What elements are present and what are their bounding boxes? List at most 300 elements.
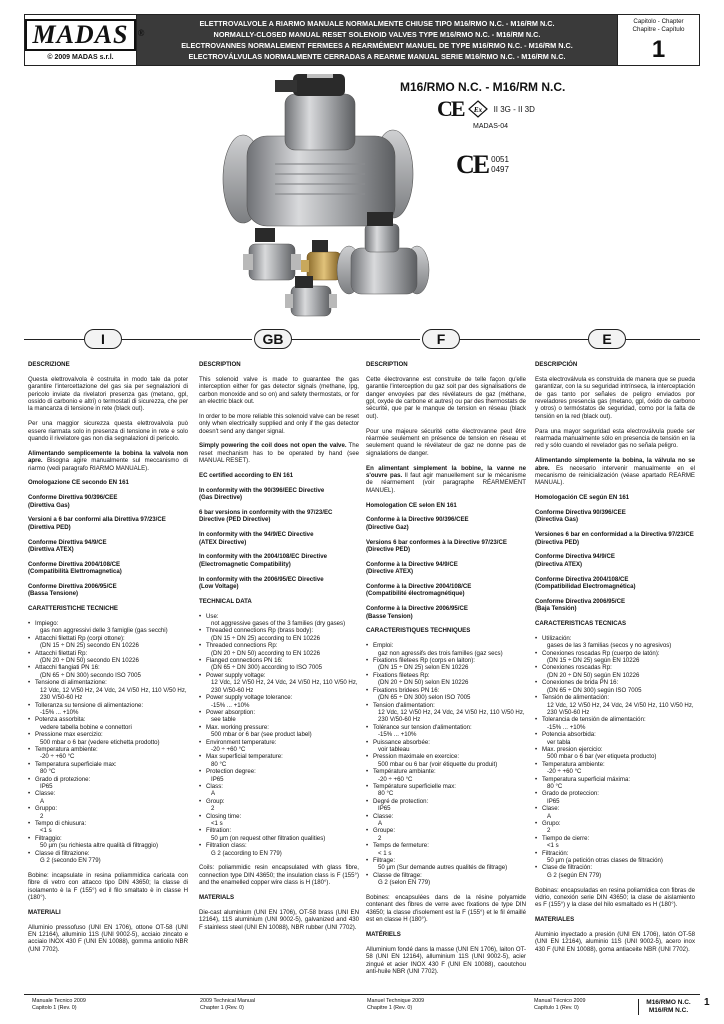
spec-item	[199, 642, 359, 657]
spec-label: Max superficial temperature:	[206, 753, 283, 761]
directive-conformity	[366, 561, 526, 576]
spec-label: Clase:	[542, 805, 560, 813]
spec-item	[199, 672, 359, 694]
spec-item	[535, 790, 695, 805]
spec-value: 50 µm (a petición otras clases de filtración)	[547, 857, 663, 865]
spec-item	[535, 805, 695, 820]
spec-value: not aggressive gases of the 3 families (dry gases)	[211, 620, 346, 628]
directive-conformity	[535, 509, 695, 524]
certification-row-1	[437, 96, 535, 122]
spec-label: Température superficielle max:	[373, 782, 456, 790]
title-it: ELETTROVALVOLE A RIARMO MANUALE NORMALMENTE CHIUSE TIPO M16/RMO N.C. - M16/RM N.C.	[199, 19, 555, 28]
spec-value: G 2 (according to EN 779)	[211, 849, 282, 857]
directive-name: Conforme à la Directive 2004/108/CE	[366, 583, 472, 591]
spec-value: (DN 65 ÷ DN 300) según ISO 7005	[547, 686, 642, 694]
materials-paragraph: Alluminio pressofuso (UNI EN 1706), ottone OT-58 (UNI EN 12164), alluminio 11S (UNI 9002-5), acciaio zincato e acciaio INOX 430 F (UNI EN 10088), gomma antiolio NBR (UNI 7702).	[28, 923, 188, 953]
directive-subtitle: (Directiva ATEX)	[535, 560, 583, 568]
directive-subtitle: (ATEX Directive)	[199, 538, 247, 546]
footer-model-2: M16/RM N.C.	[648, 1007, 689, 1014]
lang-badge-es: E	[588, 329, 626, 349]
footer-gb-line1: 2009 Technical Manual	[200, 998, 256, 1004]
materials-paragraph: Alluminium fondé dans la masse (UNI EN 1706), laiton OT-58 (UNI EN 12164), alluminium 11S (UNI 9002-5), acier zingué et acier INOX 430 F (UNI EN 10088), caoutchou anti-huile NBR (UNI 7702).	[366, 945, 526, 976]
spec-label: Tensione di alimentazione:	[35, 679, 107, 687]
section-heading-materials: MATÉRIELS	[366, 931, 401, 939]
spec-value: (DN 15 ÷ DN 25) secondo EN 10226	[40, 642, 139, 650]
spec-label: Power supply voltage tolerance:	[206, 694, 293, 702]
spec-item	[366, 739, 526, 754]
spec-value: 2	[547, 827, 551, 835]
manual-reset-note-text: Il faut agir manuellement sur le mécanisme de réarmement (voir paragraphe RÉARMEMENT MANUEL).	[366, 472, 526, 494]
spec-item	[366, 813, 526, 828]
directive-conformity	[366, 583, 526, 598]
spec-value: (DN 65 ÷ DN 300) according to ISO 7005	[211, 664, 323, 672]
spec-value: (DN 65 ÷ DN 300) selon ISO 7005	[378, 694, 471, 702]
ex-atex-icon	[468, 100, 488, 118]
spec-value: 500 mbar or 6 bar (see product label)	[211, 731, 312, 739]
spec-label: Tension d'alimentation:	[373, 701, 435, 709]
spec-value: A	[211, 790, 216, 798]
chapter-label	[633, 18, 685, 34]
section-heading-technical: CARACTERISTIQUES TECHNIQUES	[366, 627, 471, 635]
spec-label: Utilización:	[542, 634, 572, 642]
directive-name: Conforme Directiva 90/396/CEE	[535, 509, 626, 517]
directive-subtitle: (Electromagnetic Compatibility)	[199, 560, 291, 568]
spec-value: 2	[378, 834, 382, 842]
spec-label: Temperatura ambiente:	[542, 760, 605, 768]
chapter-number: 1	[651, 36, 666, 63]
directive-conformity	[199, 531, 359, 546]
directive-conformity	[366, 539, 526, 554]
ec-certification-heading: Omologazione CE secondo EN 161	[28, 479, 129, 487]
spec-value: (DN 15 ÷ DN 25) selon EN 10226	[378, 664, 469, 672]
manual-reset-note-bold: Alimentando simplemente la bobina, la válvula no se abre.	[535, 457, 695, 472]
spec-value: 80 °C	[40, 768, 56, 776]
column-italian	[28, 361, 188, 961]
madas-logo	[25, 19, 146, 51]
spec-label: Tolérance sur tension d'alimentation:	[373, 723, 472, 731]
spec-label: Pression maximale en exercice:	[373, 753, 460, 761]
spec-item	[199, 739, 359, 754]
coils-paragraph: Coils: poliammidic resin encapsulated with glass fibre, connection type DIN 43650; the insulation class is F (155°) and the enamelled copper wire class is H (180°).	[199, 864, 359, 887]
directive-conformity	[535, 531, 695, 546]
spec-item	[28, 746, 188, 761]
spec-value: (DN 20 ÷ DN 50) según EN 10226	[547, 671, 640, 679]
directive-name: Conforme Directiva 2006/95/CE	[535, 597, 626, 605]
spec-value: -20 ÷ +60 °C	[40, 753, 75, 761]
spec-label: Max. presion ejercicio:	[542, 745, 603, 753]
valve-product-image	[215, 74, 440, 322]
spec-item	[535, 746, 695, 761]
spec-value: 500 mbar o 6 bar (ver etiqueta producto)	[547, 753, 657, 761]
footer-gb	[200, 998, 255, 1011]
description-paragraph: This solenoid valve is made to guarantee the gas interception either for gas detector signals (methane, lpg, carbon monoxide and so on) and safety thermostats, or for an electric black out.	[199, 375, 359, 406]
directive-name: Conforme Directiva 2004/108/CE	[535, 575, 629, 583]
spec-value: voir tableau	[378, 745, 410, 753]
spec-item	[366, 798, 526, 813]
spec-item	[28, 776, 188, 791]
reset-paragraph: Pour une majeure sécurité cette électrovanne peut être réarmée seulement en présence de tension en réseau et seulement quand le révélateur de gaz ne donne pas de signalations de danger.	[366, 427, 526, 457]
spec-value: 80 °C	[211, 760, 227, 768]
spec-label: Filtraggio:	[35, 834, 62, 842]
spec-label: Pressione max esercizio:	[35, 731, 103, 739]
spec-label: Grupo:	[542, 820, 561, 828]
column-french	[366, 361, 526, 983]
directive-conformity	[28, 494, 188, 509]
spec-label: Classe:	[373, 812, 394, 820]
spec-value: gases de las 3 familias (secos y no agresivos)	[547, 642, 672, 650]
spec-item	[535, 635, 695, 650]
manual-reset-note-bold: Alimentando semplicemente la bobina la valvola non apre.	[28, 449, 188, 465]
technical-specs-list	[28, 620, 188, 864]
directive-conformity	[535, 598, 695, 613]
spec-value: G 2 (selon EN 779)	[378, 879, 431, 887]
page-number: 1	[704, 997, 710, 1008]
notified-body-codes	[491, 155, 509, 175]
spec-value: G 2 (secondo EN 779)	[40, 857, 101, 865]
directive-subtitle: (Direttiva Gas)	[28, 501, 70, 509]
manual-reset-note	[28, 450, 188, 472]
spec-value: 500 mbar ou 6 bar (voir étiquette du produit)	[378, 760, 498, 768]
spec-item	[366, 672, 526, 687]
spec-item	[535, 835, 695, 850]
logo-box	[25, 15, 146, 65]
lang-badge-it: I	[84, 329, 122, 349]
section-heading-technical: CARACTERISTICAS TECNICAS	[535, 620, 627, 628]
spec-item	[199, 694, 359, 709]
directive-subtitle: (Low Voltage)	[199, 583, 239, 591]
spec-value: IP65	[378, 805, 391, 813]
title-fr: ELECTROVANNES NORMALEMENT FERMEES A REARMÉMENT MANUEL DE TYPE M16/RMO N.C. - M16/RM N.C.	[181, 41, 573, 50]
lang-divider	[122, 339, 252, 340]
directive-name: In conformity with the 90/396/EEC Directive	[199, 486, 325, 494]
spec-item	[535, 850, 695, 865]
directive-name: In conformity with the 94/9/EC Directive	[199, 531, 314, 539]
spec-item	[199, 842, 359, 857]
spec-item	[28, 620, 188, 635]
spec-value: G 2 (según EN 779)	[547, 871, 602, 879]
footer-model	[638, 999, 698, 1015]
directive-conformity	[28, 539, 188, 554]
spec-value: <1 s	[40, 827, 52, 835]
spec-item	[535, 650, 695, 665]
technical-specs-list	[366, 642, 526, 886]
spec-label: Attacchi flangiati PN 16:	[35, 664, 100, 672]
footer-it-line1: Manuale Tecnico 2009	[32, 998, 86, 1004]
manual-reset-note-text: Es necesario intervenir manualmente en el mecanismo de reinicialización (véase apartado REARME MANUAL).	[535, 464, 695, 487]
spec-label: Tolleranza su tensione di alimentazione:	[35, 701, 144, 709]
manual-reset-note-bold: Simply powering the coil does not open the valve.	[199, 442, 347, 450]
spec-label: Attacchi filettati Rp (corpi ottone):	[35, 634, 125, 642]
spec-label: Closing time:	[206, 812, 242, 820]
spec-item	[28, 835, 188, 850]
notified-body-code-1: 0051	[491, 155, 509, 164]
directive-subtitle: (Baja Tensión)	[535, 605, 577, 613]
spec-item	[199, 709, 359, 724]
spec-value: 2	[211, 805, 215, 813]
spec-item	[199, 768, 359, 783]
section-heading-technical: CARATTERISTICHE TECNICHE	[28, 605, 118, 613]
registered-mark: ®	[137, 28, 146, 38]
description-paragraph: Questa elettrovalvola è costruita in modo tale da poter garantire l'intercettazione del gas sia per segnalazioni di pericolo inviate da rivelatori presenza gas (metano, gpl, ossido di carbonio e altri) o termostati di sicurezza, che per la mancanza di tensione in rete (black out).	[28, 375, 188, 413]
spec-item	[535, 716, 695, 731]
spec-label: Temperatura ambiente:	[35, 745, 98, 753]
footer-es-line1: Manual Técnico 2009	[534, 998, 586, 1004]
directive-name: In conformity with the 2006/95/EC Directive	[199, 575, 324, 583]
spec-value: (DN 15 ÷ DN 25) según EN 10226	[547, 657, 640, 665]
spec-item	[28, 702, 188, 717]
spec-item	[366, 827, 526, 842]
spec-label: Classe:	[35, 790, 56, 798]
ec-certification-heading: EC certified according to EN 161	[199, 472, 294, 480]
spec-value: <1 s	[211, 820, 223, 828]
spec-item	[366, 872, 526, 887]
ec-certification-heading: Homologation CE selon EN 161	[366, 501, 457, 509]
spec-value: -15% ... +10%	[211, 701, 250, 709]
column-spanish	[535, 361, 695, 961]
spec-value: gas non aggressivi delle 3 famiglie (gas secchi)	[40, 627, 168, 635]
spec-value: 80 °C	[378, 790, 394, 798]
manual-reset-note-bold: En alimentant simplement la bobine, la vanne ne s'ouvre pas.	[366, 464, 526, 480]
spec-item	[199, 827, 359, 842]
spec-label: Grado di protezione:	[35, 775, 91, 783]
spec-value: 500 mbar o 6 bar (vedere etichetta prodotto)	[40, 738, 160, 746]
chapter-box	[617, 15, 699, 65]
spec-value: -20 ÷ +60 °C	[378, 775, 413, 783]
spec-label: Conexiones roscadas Rp:	[542, 664, 612, 672]
spec-label: Clase de filtración:	[542, 864, 593, 872]
spec-label: Tolerancia de tensión de alimentación:	[542, 716, 646, 724]
technical-specs-list	[535, 635, 695, 879]
spec-value: 12 Vdc, 12 V/50 Hz, 24 Vdc, 24 V/50 Hz, 110 V/50 Hz, 230 V/50-60 Hz	[211, 679, 358, 694]
spec-label: Degré de protection:	[373, 797, 429, 805]
spec-item	[199, 657, 359, 672]
spec-item	[366, 753, 526, 768]
chapter-label-2: Chapitre - Capítulo	[632, 26, 685, 33]
spec-item	[199, 724, 359, 739]
spec-label: Temps de fermeture:	[373, 842, 429, 850]
spec-label: Filtración:	[542, 849, 569, 857]
spec-item	[366, 842, 526, 857]
spec-label: Threaded connections Rp (brass body):	[206, 627, 314, 635]
section-heading-description: DESCRIPCIÓN	[535, 361, 578, 368]
directive-conformity	[199, 553, 359, 568]
directive-name: Versiones 6 bar en conformidad a la Directiva 97/23/CE (Directiva PED)	[535, 531, 694, 546]
footer-model-1: M16/RMO N.C.	[646, 999, 691, 1006]
directive-subtitle: (Direttiva ATEX)	[28, 546, 74, 554]
spec-item	[535, 761, 695, 776]
directive-conformity	[366, 605, 526, 620]
spec-value: ver tabla	[547, 738, 571, 746]
title-gb: NORMALLY-CLOSED MANUAL RESET SOLENOID VALVES TYPE M16/RMO N.C. - M16/RM N.C.	[213, 30, 541, 39]
spec-value: 80 °C	[547, 782, 563, 790]
spec-item	[28, 679, 188, 701]
spec-item	[366, 724, 526, 739]
spec-value: A	[40, 797, 45, 805]
directive-subtitle: (Compatibilidad Electromagnética)	[535, 583, 636, 591]
spec-item	[535, 731, 695, 746]
column-english	[199, 361, 359, 938]
spec-item	[28, 664, 188, 679]
section-heading-materials: MATERIALS	[199, 894, 235, 902]
directive-conformity	[535, 576, 695, 591]
spec-label: Max. working pressure:	[206, 723, 269, 731]
manual-reset-note-text: The reset mechanism has to be operated by hand (see MANUAL RESET).	[199, 442, 359, 465]
spec-value: -15% ... +10%	[378, 731, 417, 739]
directive-name: Conforme Direttiva 94/9/CE	[28, 538, 107, 546]
spec-item	[366, 657, 526, 672]
spec-item	[28, 850, 188, 865]
spec-label: Fixations filetees Rp:	[373, 671, 430, 679]
copyright: © 2009 MADAS s.r.l.	[47, 54, 114, 61]
directive-name: Conforme Directiva 94/9/CE	[535, 553, 615, 561]
directive-conformity	[199, 487, 359, 502]
spec-value: -20 ÷ +60 °C	[211, 745, 246, 753]
directive-name: Conforme Direttiva 90/396/CEE	[28, 494, 118, 502]
materials-paragraph: Aluminio inyectado a presión (UNI EN 1706), latón OT-58 (UNI EN 12164), aluminio 11S (UNI 9002-5), acero inox 430 F (UNI EN 10088), goma antiaceite NBR (UNI 7702).	[535, 931, 695, 953]
spec-label: Classe di filtrazione:	[35, 849, 90, 857]
section-heading-materials: MATERIALI	[28, 908, 61, 916]
coils-paragraph: Bobines: encapsulées dans de la résine polyamide contenant des fibres de verre avec fixations de type DIN 43650; la classe d'isolement est la F (155°) et le fil émaillé est en classe H (180°).	[366, 894, 526, 924]
spec-value: gaz non agressifs des trois familles (gaz secs)	[378, 649, 503, 657]
spec-value: 12 Vdc, 12 V/50 Hz, 24 Vdc, 24 V/50 Hz, 110 V/50 Hz, 230 V/50-60 Hz	[547, 701, 694, 716]
spec-value: <1 s	[547, 842, 559, 850]
spec-item	[28, 731, 188, 746]
directive-subtitle: (Directiva Gas)	[535, 516, 579, 524]
lang-divider	[626, 339, 700, 340]
lang-badge-gb: GB	[254, 329, 292, 349]
spec-item	[366, 687, 526, 702]
spec-label: Threaded connections Rp:	[206, 642, 278, 650]
spec-item	[366, 642, 526, 657]
spec-item	[535, 664, 695, 679]
spec-label: Conexiones de brida PN 16:	[542, 679, 619, 687]
spec-value: vedere tabella bobine e connettori	[40, 723, 132, 731]
directive-conformity	[199, 509, 359, 524]
spec-label: Environment temperature:	[206, 738, 277, 746]
spec-value: A	[547, 812, 552, 820]
section-heading-materials: MATERIALES	[535, 916, 575, 924]
description-paragraph: Esta electroválvula es construida de manera que se pueda garantizar, con la su seguridad intrínseca, la interceptación de gas tanto por señales de peligro enviados por reveladores presencia gas (metano, gpl, óxido de carbono y otros) o termóstatos de seguridad, como por la falta de tensión en la red (black out).	[535, 375, 695, 420]
spec-label: Filtration class:	[206, 842, 247, 850]
directive-name: Conforme Direttiva 2006/95/CE	[28, 583, 117, 591]
spec-value: (DN 20 ÷ DN 50) according to EN 10226	[211, 649, 321, 657]
spec-label: Temperatura superficiale max:	[35, 760, 117, 768]
spec-label: Emploi:	[373, 642, 394, 650]
spec-label: Tensión de alimentación:	[542, 694, 610, 702]
spec-label: Fixations bridees PN 16:	[373, 686, 440, 694]
directive-name: 6 bar versions in conformity with the 97/23/EC Directive (PED Directive)	[199, 509, 333, 524]
spec-label: Conexiones roscadas Rp (cuerpo de latón):	[542, 649, 660, 657]
spec-value: -15% ... +10%	[547, 723, 586, 731]
spec-item	[28, 650, 188, 665]
spec-label: Potencia absorbida:	[542, 731, 596, 739]
spec-item	[366, 702, 526, 724]
spec-value: 12 Vdc, 12 V/50 Hz, 24 Vdc, 24 V/50 Hz, 110 V/50 Hz, 230 V/50-60 Hz	[40, 686, 187, 702]
spec-label: Filtrage:	[373, 857, 396, 865]
footer-it	[32, 998, 86, 1011]
spec-item	[28, 790, 188, 805]
spec-label: Protection degree:	[206, 768, 256, 776]
directive-conformity	[366, 516, 526, 531]
manual-reset-note-text: Bisogna agire manualmente sul meccanismo di riarmo (vedi paragrafo RIARMO MANUALE).	[28, 457, 188, 472]
reset-paragraph: In order to be more reliable this solenoid valve can be reset only when electrically supplied and only if the gas detector doesn't send any danger signal.	[199, 412, 359, 435]
section-heading-description: DESCRIPTION	[366, 361, 408, 368]
title-es: ELECTROVÁLVULAS NORMALMENTE CERRADAS A REARME MANUAL SERIE M16/RMO N.C. - M16/RM N.C.	[188, 52, 566, 61]
directive-subtitle: (Compatibilità Elettromagnetica)	[28, 568, 122, 576]
section-heading-technical: TECHNICAL DATA	[199, 597, 252, 605]
spec-label: Classe de filtrage:	[373, 871, 422, 879]
spec-label: Impiego:	[35, 620, 59, 628]
spec-value: -15% ... +10%	[40, 708, 79, 716]
lang-divider	[292, 339, 420, 340]
section-heading-description: DESCRIPTION	[199, 361, 241, 368]
materials-paragraph: Die-cast aluminium (UNI EN 1706), OT-58 brass (UNI EN 12164), 11S aluminium (UNI 9002-5), galvanized and 430 F stainless steel (UNI EN 10088), NBR rubber (UNI 7702).	[199, 908, 359, 931]
atex-category: II 3G - II 3D	[493, 104, 535, 114]
manual-reset-note	[535, 457, 695, 487]
spec-label: Groupe:	[373, 827, 396, 835]
directive-conformity	[535, 553, 695, 568]
spec-value: IP65	[211, 775, 224, 783]
spec-value: 50 µm (Sur demande autres qualités de filtrage)	[378, 864, 508, 872]
spec-value: IP65	[40, 782, 53, 790]
spec-item	[28, 805, 188, 820]
page-footer	[24, 994, 710, 1016]
spec-item	[535, 679, 695, 694]
spec-label: Group:	[206, 797, 225, 805]
footer-fr-line2: Chapitre 1 (Rev. 0)	[367, 1004, 413, 1011]
footer-gb-line2: Chapter 1 (Rev. 0)	[200, 1004, 244, 1011]
spec-value: < 1 s	[378, 849, 392, 857]
spec-value: -20 ÷ +60 °C	[547, 768, 582, 776]
footer-es	[534, 998, 585, 1011]
directive-name: Versioni a 6 bar conformi alla Direttiva 97/23/CE	[28, 516, 166, 524]
directive-subtitle: (Compatibilité électromagnétique)	[366, 590, 465, 598]
directive-subtitle: (Directive ATEX)	[366, 568, 414, 576]
directive-name: In conformity with the 2004/108/EC Directive	[199, 553, 328, 561]
spec-item	[199, 783, 359, 798]
spec-item	[535, 820, 695, 835]
spec-item	[366, 783, 526, 798]
ce-mark: CE	[437, 96, 464, 121]
spec-value: (DN 65 ÷ DN 300) secondo ISO 7005	[40, 671, 141, 679]
directive-subtitle: (Basse Tension)	[366, 612, 413, 620]
title-block	[137, 15, 617, 65]
spec-label: Power supply voltage:	[206, 671, 266, 679]
madas-04-label: MADAS-04	[473, 123, 509, 130]
page-header	[24, 14, 700, 66]
spec-item	[28, 820, 188, 835]
directive-conformity	[28, 516, 188, 531]
spec-item	[535, 694, 695, 716]
notified-body-code-2: 0497	[491, 165, 509, 174]
footer-fr-line1: Manuel Technique 2009	[367, 998, 425, 1004]
spec-label: Attacchi filettati Rp:	[35, 649, 88, 657]
spec-label: Puissance absorbée:	[373, 738, 430, 746]
spec-label: Power absorption:	[206, 708, 256, 716]
spec-label: Temperatura superficial máxima:	[542, 775, 631, 783]
spec-item	[199, 798, 359, 813]
spec-label: Température ambiante:	[373, 768, 436, 776]
spec-item	[199, 627, 359, 642]
lang-divider	[24, 339, 84, 340]
spec-label: Use:	[206, 612, 219, 620]
directive-name: Conforme à la Directive 90/396/CEE	[366, 516, 469, 524]
directive-subtitle: (Directive PED)	[366, 546, 411, 554]
spec-label: Filtration:	[206, 827, 232, 835]
certification-row-2	[456, 150, 509, 180]
directive-subtitle: (Directive Gaz)	[366, 523, 409, 531]
directive-name: Conforme à la Directive 94/9/CE	[366, 560, 458, 568]
